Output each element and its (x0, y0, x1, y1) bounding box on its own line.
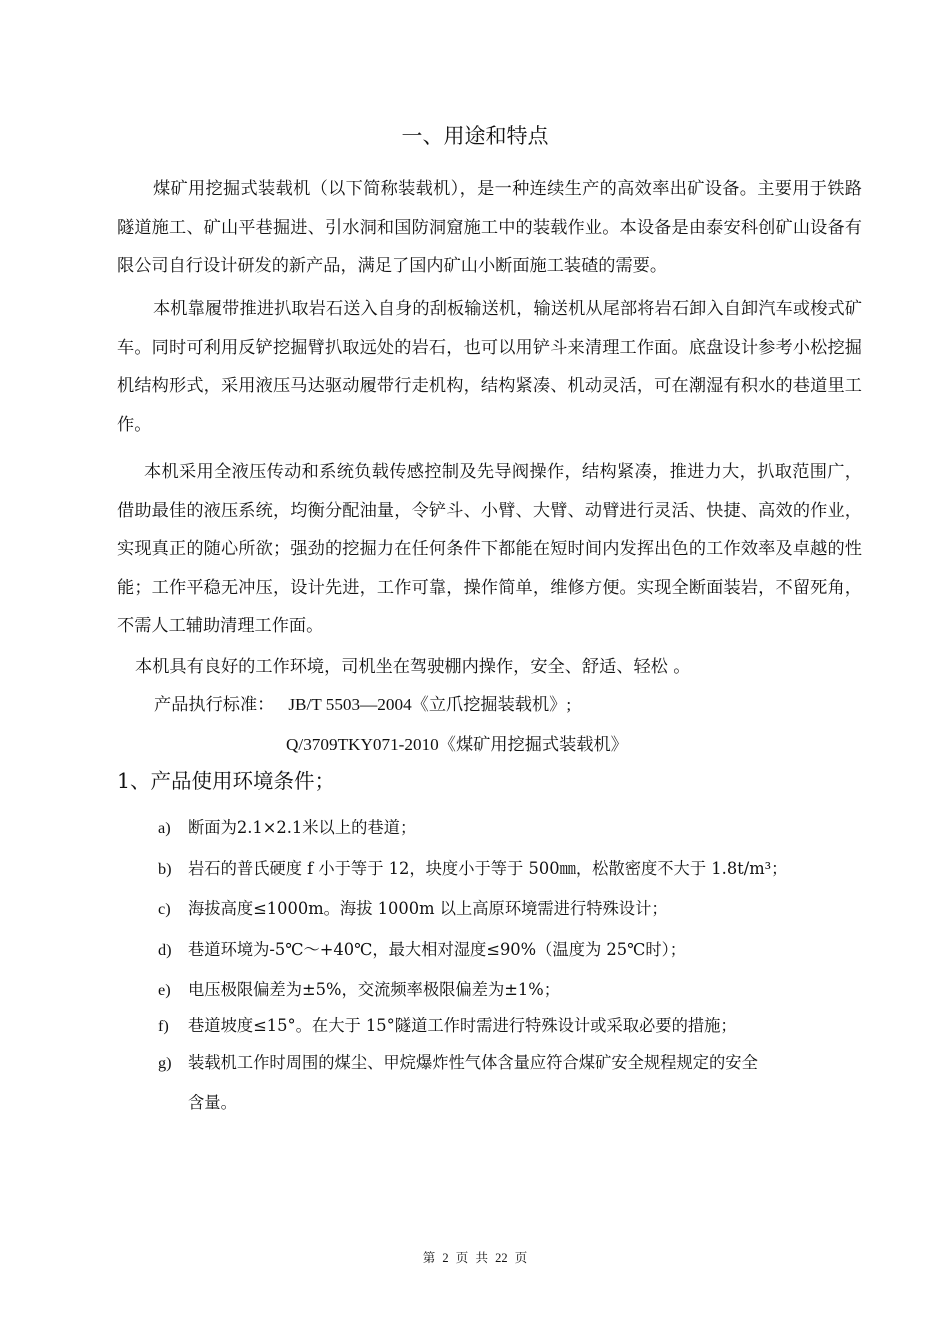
footer-page-word: 页 (455, 1251, 469, 1265)
condition-text: 电压极限偏差为±5%，交流频率极限偏差为±1%； (188, 980, 561, 999)
condition-text: 海拔高度≤1000m。海拔 1000m 以上高原环境需进行特殊设计； (188, 899, 668, 918)
condition-item (158, 815, 416, 841)
footer-total-word: 共 (475, 1251, 488, 1265)
condition-item (158, 977, 560, 1003)
condition-text: 巷道环境为-5℃～+40℃，最大相对湿度≤90%（温度为 25℃时）； (188, 940, 687, 959)
footer-prefix: 第 (422, 1251, 436, 1265)
footer-suffix: 页 (514, 1251, 528, 1265)
paragraph-intro: 煤矿用挖掘式装载机（以下简称装载机），是一种连续生产的高效率出矿设备。主要用于铁路隧道施工、矿山平巷掘进、引水洞和国防洞窟施工中的装载作业。本设备是由泰安科创矿山设备有限公司自行设计研发的新产品，满足了国内矿山小断面施工装碴的需要。 (117, 179, 862, 276)
standard-label: 产品执行标准： (154, 695, 275, 715)
paragraph-operation: 本机靠履带推进扒取岩石送入自身的刮板输送机，输送机从尾部将岩石卸入自卸汽车或梭式矿车。同时可利用反铲挖掘臂扒取远处的岩石，也可以用铲斗来清理工作面。底盘设计参考小松挖掘机结构形式，采用液压马达驱动履带行走机构，结构紧凑、机动灵活，可在潮湿有积水的巷道里工作。 (117, 299, 862, 435)
condition-item (158, 1013, 737, 1039)
footer-page-number: 2 (442, 1251, 449, 1265)
condition-marker: c) (158, 899, 171, 918)
condition-marker: g) (158, 1053, 172, 1072)
condition-item (158, 856, 787, 882)
standard-line-1 (154, 691, 571, 719)
condition-marker: f) (158, 1016, 169, 1035)
standard-code-2: Q/3709TKY071-2010《煤矿用挖掘式装载机》 (286, 735, 628, 754)
paragraph-environment: 本机具有良好的工作环境，司机坐在驾驶棚内操作，安全、舒适、轻松 。 (135, 657, 691, 677)
condition-text-continuation: 含量。 (188, 1093, 237, 1112)
standard-code-1: JB/T 5503—2004《立爪挖掘装载机》; (288, 695, 572, 714)
condition-item (158, 937, 686, 963)
condition-text: 岩石的普氏硬度 f 小于等于 12，块度小于等于 500㎜，松散密度不大于 1.8t/m³； (188, 859, 788, 878)
paragraph-hydraulics: 本机采用全液压传动和系统负载传感控制及先导阀操作，结构紧凑，推进力大，扒取范围广，借助最佳的液压系统，均衡分配油量，令铲斗、小臂、大臂、动臂进行灵活、快捷、高效的作业，实现真正的随心所欲；强劲的挖掘力在任何条件下都能在短时间内发挥出色的工作效率及卓越的性能；工作平稳无冲压，设计先进，工作可靠，操作简单，维修方便。实现全断面装岩，不留死角，不需人工辅助清理工作面。 (117, 462, 862, 636)
condition-marker: b) (158, 859, 172, 878)
condition-item (158, 896, 668, 922)
footer-total-pages: 22 (495, 1251, 508, 1265)
condition-marker: d) (158, 940, 172, 959)
section-heading: 一、用途和特点 (401, 124, 549, 148)
condition-marker: e) (158, 980, 171, 999)
condition-text: 断面为2.1×2.1米以上的巷道； (188, 818, 417, 837)
conditions-title: 1、产品使用环境条件； (117, 769, 336, 793)
page-footer (0, 1249, 950, 1267)
condition-text: 装载机工作时周围的煤尘、甲烷爆炸性气体含量应符合煤矿安全规程规定的安全 (188, 1053, 758, 1072)
standard-line-2 (286, 731, 628, 759)
condition-text: 巷道坡度≤15°。在大于 15°隧道工作时需进行特殊设计或采取必要的措施； (188, 1016, 737, 1035)
condition-marker: a) (158, 818, 171, 837)
condition-item (158, 1043, 863, 1123)
